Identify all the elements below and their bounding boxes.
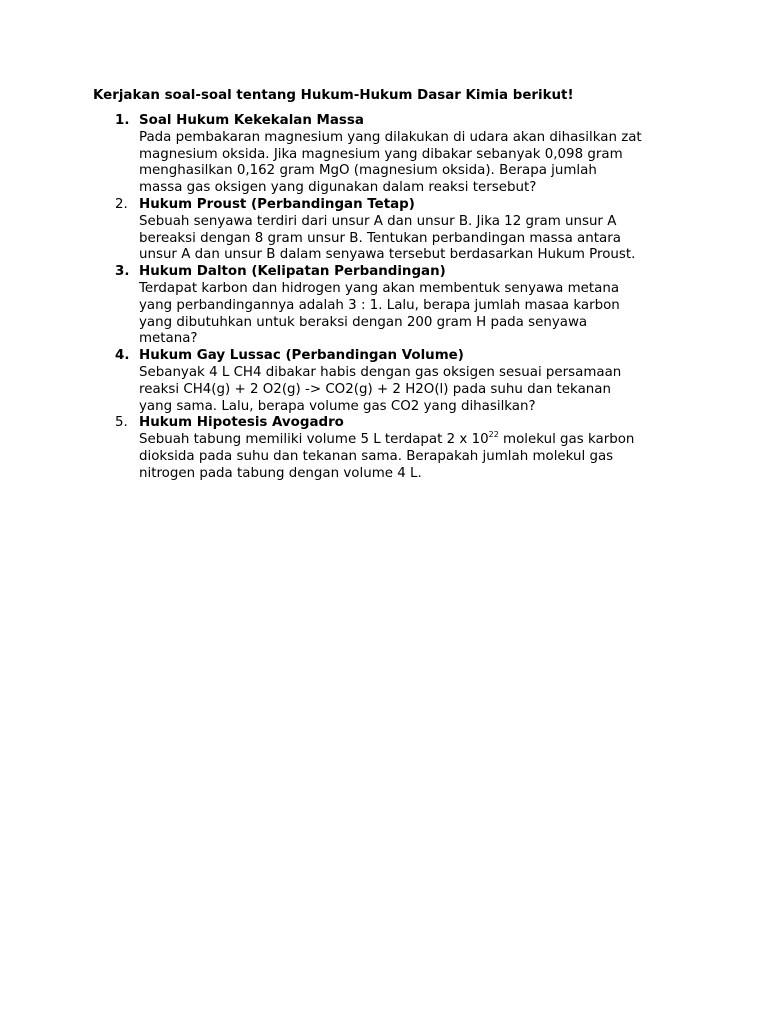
- question-item-3: [93, 264, 693, 348]
- document-heading: Kerjakan soal-soal tentang Hukum-Hukum Dasar Kimia berikut!: [93, 88, 574, 103]
- question-title: Hukum Hipotesis Avogadro: [139, 415, 344, 431]
- question-item-1: [93, 113, 693, 197]
- question-body-suffix: molekul gas karbon dioksida pada suhu dan tekanan sama. Berapakah jumlah molekul gas nitrogen pada tabung dengan volume 4 L.: [139, 432, 635, 481]
- question-body: Pada pembakaran magnesium yang dilakukan di udara akan dihasilkan zat magnesium oksida. Jika magnesium yang dibakar sebanyak 0,098 gram menghasilkan 0,162 gram MgO (magnesium oksida). Berapa jumlah massa gas oksigen yang digunakan dalam reaksi tersebut?: [139, 129, 642, 196]
- question-number: 4.: [115, 348, 130, 364]
- question-title: Soal Hukum Kekekalan Massa: [139, 113, 364, 128]
- question-number: 5.: [115, 415, 128, 431]
- exponent: 22: [488, 429, 499, 439]
- question-item-4: [93, 348, 693, 415]
- question-item-2: [93, 197, 693, 264]
- question-number: 3.: [115, 264, 130, 280]
- question-item-5: [93, 415, 693, 482]
- question-body-prefix: Sebuah tabung memiliki volume 5 L terdapat 2 x 10: [139, 432, 489, 448]
- question-body: [139, 429, 693, 482]
- question-body: Sebanyak 4 L CH4 dibakar habis dengan gas oksigen sesuai persamaan reaksi CH4(g) + 2 O2(g) -> CO2(g) + 2 H2O(l) pada suhu dan tekanan yang sama. Lalu, berapa volume gas CO2 yang dihasilkan?: [139, 364, 622, 414]
- question-list: [93, 113, 693, 483]
- question-body: Sebuah senyawa terdiri dari unsur A dan unsur B. Jika 12 gram unsur A bereaksi dengan 8 gram unsur B. Tentukan perbandingan massa antara unsur A dan unsur B dalam senyawa tersebut berdasarkan Hukum Proust.: [139, 213, 636, 263]
- question-title: Hukum Proust (Perbandingan Tetap): [139, 196, 415, 212]
- question-number: 2.: [115, 196, 128, 212]
- question-body: Terdapat karbon dan hidrogen yang akan membentuk senyawa metana yang perbandingannya adalah 3 : 1. Lalu, berapa jumlah masaa karbon yang dibutuhkan untuk beraksi dengan 200 gram H pada senyawa metana?: [139, 280, 620, 347]
- question-number: 1.: [115, 113, 130, 128]
- question-title: Hukum Gay Lussac (Perbandingan Volume): [139, 348, 464, 364]
- question-title: Hukum Dalton (Kelipatan Perbandingan): [139, 264, 446, 280]
